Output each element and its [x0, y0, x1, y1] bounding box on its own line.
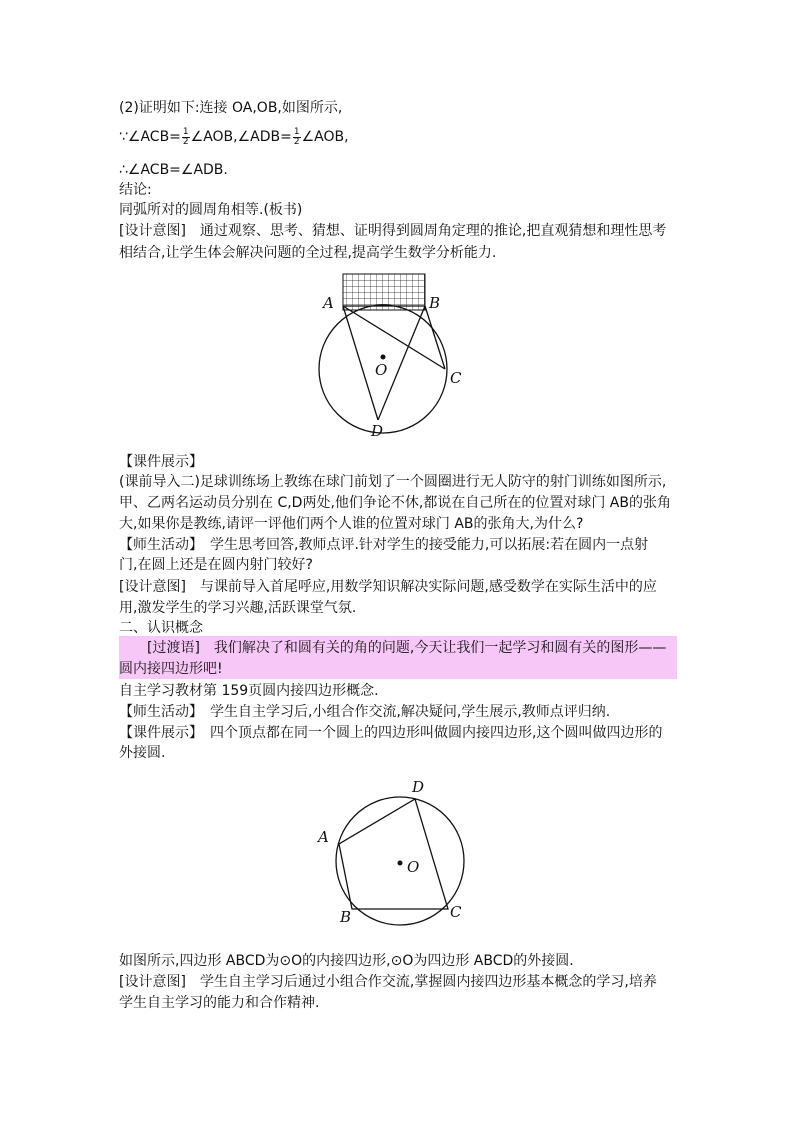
display-2-line-1: 【课件展示】 四个顶点都在同一个圆上的四边形叫做圆内接四边形,这个圆叫做四边形的	[119, 725, 663, 741]
label-c-2: C	[450, 903, 462, 921]
label-b-2: B	[340, 908, 352, 926]
label-d: D	[371, 422, 384, 440]
design-intent-3-line-1: [设计意图] 学生自主学习后通过小组合作交流,掌握圆内接四边形基本概念的学习,培养	[119, 974, 657, 990]
label-o: O	[375, 361, 388, 379]
design-intent-2-line-2: 用,激发学生的学习兴趣,活跃课堂气氛.	[119, 600, 357, 616]
display-2-line-2: 外接圆.	[119, 745, 166, 761]
display-1-line-1: (课前导入二)足球训练场上教练在球门前划了一个圆圈进行无人防守的射门训练如图所示,	[119, 474, 667, 490]
self-study-text: 自主学习教材第 159页圆内接四边形概念.	[119, 683, 379, 699]
fraction-half: $\frac{1}{2}$	[182, 126, 189, 147]
design-intent-1-line-1: [设计意图] 通过观察、思考、猜想、证明得到圆周角定理的推论,把直观猜想和理性思考	[119, 223, 667, 239]
label-b: B	[429, 294, 441, 312]
center-point-2	[398, 861, 403, 866]
transition-line-2: 圆内接四边形吧!	[119, 661, 223, 677]
activity-1-line-2: 门,在圆上还是在圆内射门较好?	[119, 557, 313, 573]
section-2-title: 二、认识概念	[119, 620, 203, 636]
proof-conclusion: ∴∠ACB=∠ADB.	[119, 162, 228, 178]
segment-bc	[425, 306, 445, 369]
fraction-half-2: $\frac{1}{2}$	[293, 126, 300, 147]
figure-cyclic-quadrilateral	[310, 775, 480, 930]
figure-inscribed-angles	[310, 268, 480, 448]
label-c: C	[450, 369, 462, 387]
segment-ad	[343, 306, 378, 420]
design-intent-2-line-1: [设计意图] 与课前导入首尾呼应,用数学知识解决实际问题,感受数学在实际生活中的应	[119, 579, 657, 595]
proof-intro: (2)证明如下:连接 OA,OB,如图所示,	[119, 100, 343, 116]
display-1-line-2: 甲、乙两名运动员分别在 C,D两处,他们争论不休,都说在自己所在的位置对球门 AB的张角	[119, 495, 671, 511]
label-a-2: A	[318, 828, 329, 846]
conclusion-text: 同弧所对的圆周角相等.(板书)	[119, 202, 303, 218]
transition-line-1: [过渡语] 我们解决了和圆有关的角的问题,今天让我们一起学习和圆有关的图形——	[147, 640, 667, 656]
activity-2-text: 【师生活动】 学生自主学习后,小组合作交流,解决疑问,学生展示,教师点评归纳.	[119, 704, 611, 720]
center-point	[381, 355, 386, 360]
proof-step-1-a: ∵∠ACB=	[119, 129, 181, 145]
figure-2-note: 如图所示,四边形 ABCD为⊙O的内接四边形,⊙O为四边形 ABCD的外接圆.	[119, 953, 574, 969]
segment-ac	[343, 306, 445, 369]
proof-step-1-c: ∠AOB,	[301, 129, 349, 145]
activity-1-line-1: 【师生活动】 学生思考回答,教师点评.针对学生的接受能力,可以拓展:若在圆内一点射	[119, 537, 649, 553]
proof-step-1	[119, 127, 349, 147]
display-1-title: 【课件展示】	[119, 454, 203, 470]
label-d-2: D	[412, 778, 425, 796]
design-intent-3-line-2: 学生自主学习的能力和合作精神.	[119, 995, 320, 1011]
display-1-line-3: 大,如果你是教练,请评一评他们两个人谁的位置对球门 AB的张角大,为什么?	[119, 516, 584, 532]
conclusion-label: 结论:	[119, 182, 152, 198]
label-a: A	[323, 294, 334, 312]
label-o-2: O	[407, 858, 420, 876]
proof-step-1-b: ∠AOB,∠ADB=	[190, 129, 292, 145]
design-intent-1-line-2: 相结合,让学生体会解决问题的全过程,提高学生数学分析能力.	[119, 245, 497, 261]
